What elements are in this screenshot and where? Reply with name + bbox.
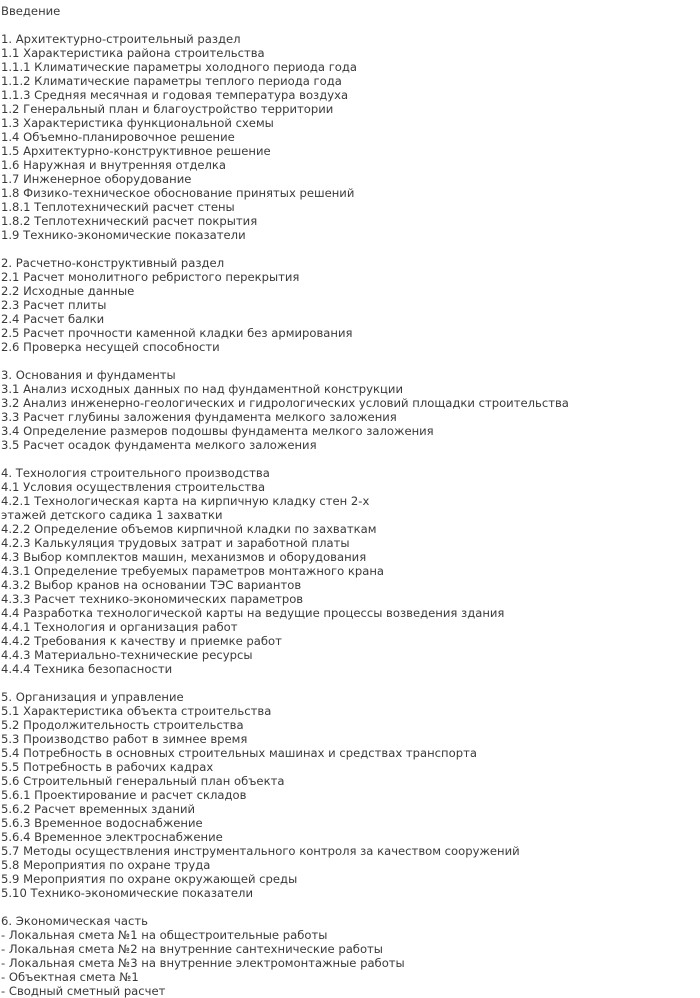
section-1: [1, 32, 697, 242]
toc-item: 2.4 Расчет балки: [1, 312, 105, 326]
table-of-contents: [1, 4, 697, 998]
toc-item: 5.6.2 Расчет временных зданий: [1, 802, 196, 816]
toc-item: 1.8.1 Теплотехнический расчет стены: [1, 200, 235, 214]
toc-item: 4.4 Разработка технологической карты на ведущие процессы возведения здания: [1, 606, 505, 620]
section-6: [1, 914, 697, 998]
toc-item: 5.9 Мероприятия по охране окружающей среды: [1, 872, 298, 886]
toc-item: 1.9 Технико-экономические показатели: [1, 228, 246, 242]
intro-line: Введение: [1, 4, 61, 18]
toc-item: 2.6 Проверка несущей способности: [1, 340, 220, 354]
toc-item: этажей детского садика 1 захватки: [1, 508, 223, 522]
blank-line: [1, 242, 697, 256]
section-heading: 4. Технология строительного производства: [1, 466, 270, 480]
toc-item: 3.1 Анализ исходных данных по над фундаментной конструкции: [1, 382, 403, 396]
blank-line: [1, 18, 697, 32]
section-heading: 1. Архитектурно-строительный раздел: [1, 32, 241, 46]
toc-item: 5.6 Строительный генеральный план объекта: [1, 774, 285, 788]
toc-item: - Локальная смета №2 на внутренние сантехнические работы: [1, 942, 383, 956]
toc-item: 5.6.3 Временное водоснабжение: [1, 816, 203, 830]
toc-item: 2.1 Расчет монолитного ребристого перекрытия: [1, 270, 300, 284]
toc-item: 1.6 Наружная и внутренняя отделка: [1, 158, 227, 172]
toc-item: 3.5 Расчет осадок фундамента мелкого заложения: [1, 438, 317, 452]
toc-item: 1.1.3 Средняя месячная и годовая температура воздуха: [1, 88, 349, 102]
toc-item: 5.10 Технико-экономические показатели: [1, 886, 253, 900]
blank-line: [1, 452, 697, 466]
toc-item: 1.2 Генеральный план и благоустройство территории: [1, 102, 334, 116]
section-heading: 3. Основания и фундаменты: [1, 368, 176, 382]
toc-item: 4.3 Выбор комплектов машин, механизмов и оборудования: [1, 550, 367, 564]
toc-item: 5.5 Потребность в рабочих кадрах: [1, 760, 214, 774]
toc-item: 4.2.1 Технологическая карта на кирпичную кладку стен 2-х: [1, 494, 370, 508]
toc-item: 3.2 Анализ инженерно-геологических и гидрологических условий площадки строительства: [1, 396, 569, 410]
toc-item: 4.4.1 Технология и организация работ: [1, 620, 238, 634]
section-4: [1, 466, 697, 676]
toc-item: 4.3.1 Определение требуемых параметров монтажного крана: [1, 564, 385, 578]
toc-item: 4.4.4 Техника безопасности: [1, 662, 173, 676]
toc-item: 1.3 Характеристика функциональной схемы: [1, 116, 274, 130]
toc-item: 5.8 Мероприятия по охране труда: [1, 858, 211, 872]
section-heading: 5. Организация и управление: [1, 690, 184, 704]
toc-item: 1.1.1 Климатические параметры холодного периода года: [1, 60, 358, 74]
blank-line: [1, 900, 697, 914]
toc-item: - Локальная смета №1 на общестроительные работы: [1, 928, 328, 942]
toc-item: 3.4 Определение размеров подошвы фундамента мелкого заложения: [1, 424, 434, 438]
section-3: [1, 368, 697, 452]
toc-item: 1.7 Инженерное оборудование: [1, 172, 192, 186]
toc-item: 5.1 Характеристика объекта строительства: [1, 704, 272, 718]
toc-item: 5.3 Производство работ в зимнее время: [1, 732, 248, 746]
toc-item: 5.6.4 Временное электроснабжение: [1, 830, 223, 844]
section-heading: 2. Расчетно-конструктивный раздел: [1, 256, 225, 270]
toc-item: 4.1 Условия осуществления строительства: [1, 480, 266, 494]
blank-line: [1, 354, 697, 368]
toc-item: 1.1 Характеристика района строительства: [1, 46, 265, 60]
blank-line: [1, 676, 697, 690]
section-5: [1, 690, 697, 900]
toc-item: 2.5 Расчет прочности каменной кладки без армирования: [1, 326, 353, 340]
toc-item: 4.2.3 Калькуляция трудовых затрат и заработной платы: [1, 536, 350, 550]
toc-item: 1.5 Архитектурно-конструктивное решение: [1, 144, 271, 158]
toc-item: 5.6.1 Проектирование и расчет складов: [1, 788, 247, 802]
section-heading: 6. Экономическая часть: [1, 914, 148, 928]
toc-item: 4.3.2 Выбор кранов на основании ТЭС вариантов: [1, 578, 302, 592]
section-2: [1, 256, 697, 354]
toc-item: 5.2 Продолжительность строительства: [1, 718, 244, 732]
toc-item: 1.8 Физико-техническое обоснование принятых решений: [1, 186, 355, 200]
toc-item: 1.8.2 Теплотехнический расчет покрытия: [1, 214, 258, 228]
toc-item: 4.4.3 Материально-технические ресурсы: [1, 648, 253, 662]
toc-item: 5.4 Потребность в основных строительных машинах и средствах транспорта: [1, 746, 477, 760]
toc-item: 4.4.2 Требования к качеству и приемке работ: [1, 634, 282, 648]
toc-item: 4.3.3 Расчет технико-экономических параметров: [1, 592, 304, 606]
toc-item: 3.3 Расчет глубины заложения фундамента мелкого заложения: [1, 410, 397, 424]
toc-item: - Объектная смета №1: [1, 970, 139, 984]
toc-item: - Локальная смета №3 на внутренние электромонтажные работы: [1, 956, 405, 970]
toc-item: 2.3 Расчет плиты: [1, 298, 107, 312]
toc-item: 4.2.2 Определение объемов кирпичной кладки по захваткам: [1, 522, 377, 536]
toc-item: 2.2 Исходные данные: [1, 284, 135, 298]
toc-item: 1.1.2 Климатические параметры теплого периода года: [1, 74, 342, 88]
toc-item: 5.7 Методы осуществления инструментального контроля за качеством сооружений: [1, 844, 520, 858]
toc-item: - Сводный сметный расчет: [1, 984, 166, 998]
toc-item: 1.4 Объемно-планировочное решение: [1, 130, 235, 144]
